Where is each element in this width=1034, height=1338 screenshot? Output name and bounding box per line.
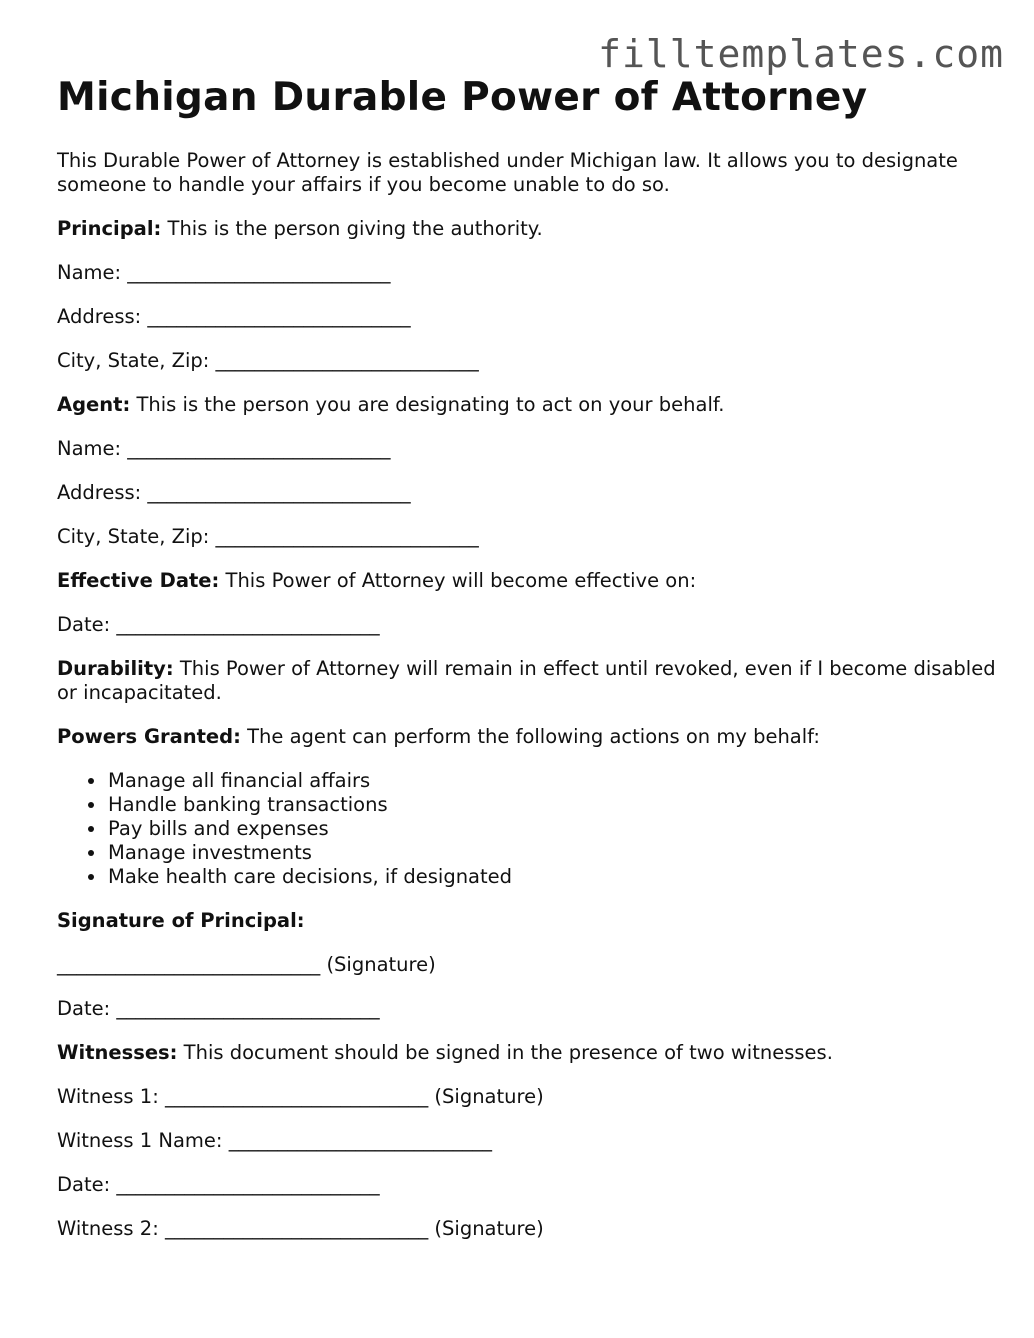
durability-text: This Power of Attorney will remain in effect until revoked, even if I become disabled or incapacitated. [57, 657, 996, 704]
list-item: • Manage all financial affairs [107, 769, 997, 793]
signature-date-field[interactable]: Date: ___________________________ [57, 997, 380, 1020]
witness-1-signature-field[interactable]: Witness 1: ___________________________ (Signature) [57, 1085, 544, 1108]
effective-date-text: This Power of Attorney will become effective on: [219, 569, 697, 592]
list-item: • Manage investments [107, 841, 997, 865]
agent-address-field[interactable]: Address: ___________________________ [57, 481, 411, 504]
witnesses-section [57, 1041, 997, 1065]
agent-heading: Agent: [57, 393, 131, 416]
document-page [57, 70, 997, 1241]
principal-city-field[interactable]: City, State, Zip: ___________________________ [57, 349, 479, 372]
intro-paragraph: This Durable Power of Attorney is established under Michigan law. It allows you to designate someone to handle your affairs if you become unable to do so. [57, 149, 958, 196]
durability-section [57, 657, 997, 705]
powers-list [57, 769, 997, 889]
effective-date-section [57, 569, 997, 593]
agent-name-field[interactable]: Name: ___________________________ [57, 437, 391, 460]
agent-section [57, 393, 997, 417]
witnesses-text: This document should be signed in the presence of two witnesses. [177, 1041, 833, 1064]
witness-1-name-field[interactable]: Witness 1 Name: ___________________________ [57, 1129, 492, 1152]
witnesses-heading: Witnesses: [57, 1041, 178, 1064]
durability-heading: Durability: [57, 657, 174, 680]
watermark: filltemplates.com [598, 32, 1004, 76]
principal-text: This is the person giving the authority. [161, 217, 543, 240]
page-title: Michigan Durable Power of Attorney [57, 75, 868, 120]
powers-section [57, 725, 997, 749]
principal-section [57, 217, 997, 241]
witness-2-signature-field[interactable]: Witness 2: ___________________________ (Signature) [57, 1217, 544, 1240]
principal-signature-field[interactable]: ___________________________ (Signature) [57, 953, 436, 976]
list-item: • Make health care decisions, if designated [107, 865, 997, 889]
agent-text: This is the person you are designating to act on your behalf. [130, 393, 725, 416]
witness-1-date-field[interactable]: Date: ___________________________ [57, 1173, 380, 1196]
signature-heading: Signature of Principal: [57, 909, 305, 932]
effective-date-field[interactable]: Date: ___________________________ [57, 613, 380, 636]
principal-name-field[interactable]: Name: ___________________________ [57, 261, 391, 284]
list-item: • Handle banking transactions [107, 793, 997, 817]
principal-address-field[interactable]: Address: ___________________________ [57, 305, 411, 328]
principal-heading: Principal: [57, 217, 162, 240]
powers-heading: Powers Granted: [57, 725, 241, 748]
signature-section [57, 909, 997, 933]
agent-city-field[interactable]: City, State, Zip: ___________________________ [57, 525, 479, 548]
effective-date-heading: Effective Date: [57, 569, 220, 592]
list-item: • Pay bills and expenses [107, 817, 997, 841]
powers-text: The agent can perform the following actions on my behalf: [240, 725, 820, 748]
